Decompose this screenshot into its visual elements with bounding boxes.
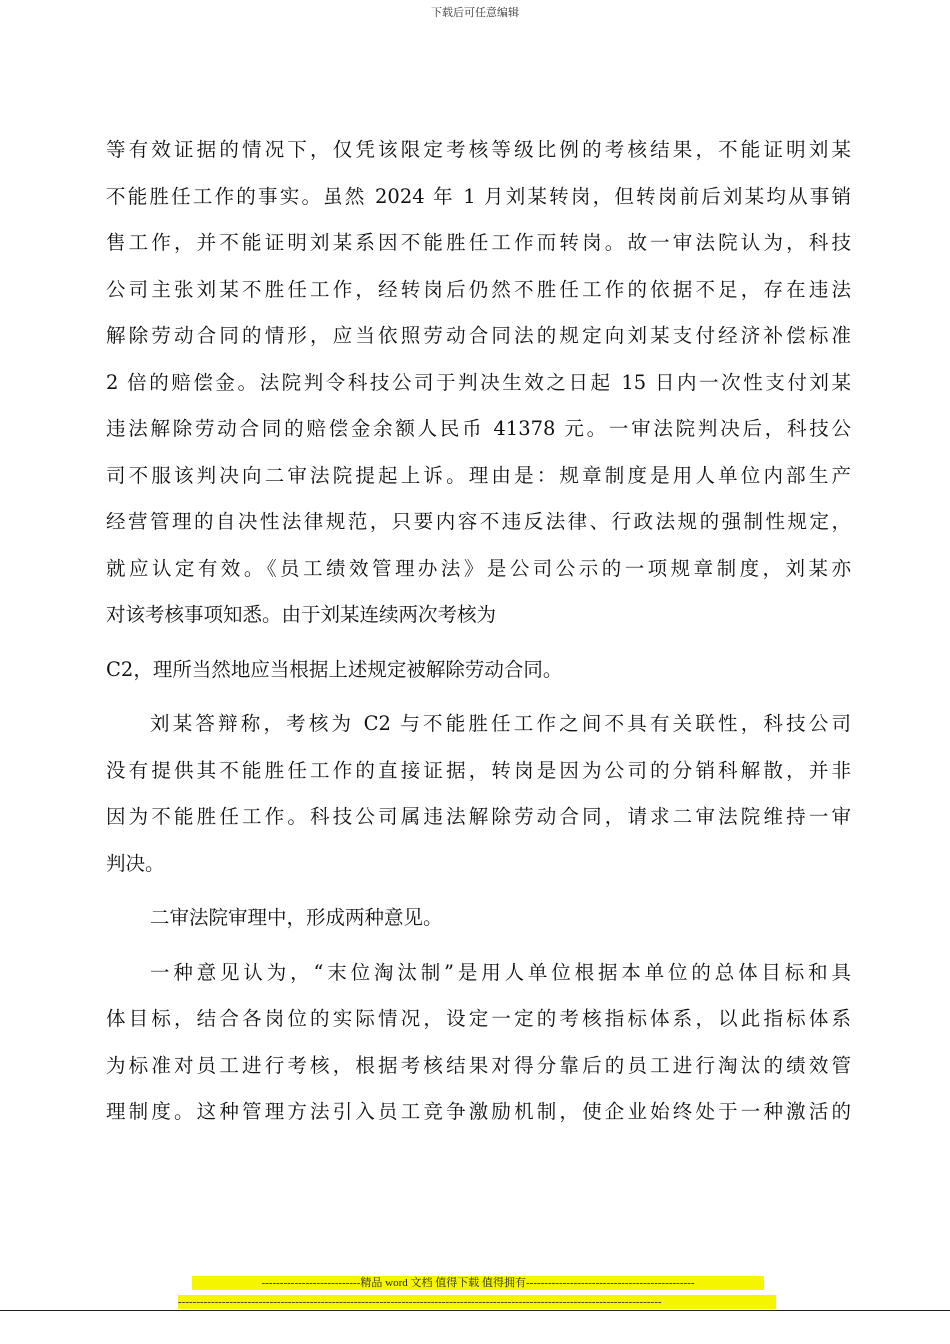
reply-line-2: 没有提供其不能胜任工作的直接证据，转岗是因为公司的分销科解散，并非 bbox=[106, 758, 851, 782]
body-line-12: C2，理所当然地应当根据上述规定被解除劳动合同。 bbox=[106, 657, 563, 681]
reply-line-1: 刘某答辩称，考核为 C2 与不能胜任工作之间不具有关联性，科技公司 bbox=[150, 712, 851, 735]
body-line-5: 解除劳动合同的情形，应当依照劳动合同法的规定向刘某支付经济补偿标准 bbox=[106, 324, 851, 347]
body-line-2: 不能胜任工作的事实。虽然 2024 年 1 月刘某转岗，但转岗前后刘某均从事销 bbox=[106, 184, 851, 208]
opinion-line-4: 理制度。这种管理方法引入员工竞争激励机制，使企业始终处于一种激活的 bbox=[106, 1100, 851, 1123]
reply-line-4: 判决。 bbox=[106, 851, 165, 875]
body-line-10: 就应认定有效。《员工绩效管理办法》是公司公示的一项规章制度，刘某亦 bbox=[106, 556, 851, 580]
footer-rule bbox=[0, 1310, 950, 1311]
body-line-9: 经营管理的自决性法律规范，只要内容不违反法律、行政法规的强制性规定， bbox=[106, 510, 851, 533]
body-line-11: 对该考核事项知悉。由于刘某连续两次考核为 bbox=[106, 603, 497, 626]
body-line-4: 公司主张刘某不胜任工作，经转岗后仍然不胜任工作的依据不足，存在违法 bbox=[106, 277, 851, 301]
page-header: 下载后可任意编辑 bbox=[431, 6, 519, 19]
body-line-7: 违法解除劳动合同的赔偿金余额人民币 41378 元。一审法院判决后，科技公 bbox=[106, 417, 851, 440]
body-line-3: 售工作，并不能证明刘某系因不能胜任工作而转岗。故一审法院认为，科技 bbox=[106, 231, 851, 254]
reply-line-3: 因为不能胜任工作。科技公司属违法解除劳动合同，请求二审法院维持一审 bbox=[106, 805, 851, 828]
body-line-6: 2 倍的赔偿金。法院判令科技公司于判决生效之日起 15 日内一次性支付刘某 bbox=[106, 370, 851, 394]
opinion-intro-line: 二审法院审理中，形成两种意见。 bbox=[150, 906, 443, 929]
opinion-line-2: 体目标，结合各岗位的实际情况，设定一定的考核指标体系，以此指标体系 bbox=[106, 1007, 851, 1030]
body-line-1: 等有效证据的情况下，仅凭该限定考核等级比例的考核结果，不能证明刘某 bbox=[106, 138, 851, 161]
opinion-line-1: 一种意见认为，“末位淘汰制”是用人单位根据本单位的总体目标和具 bbox=[150, 960, 851, 984]
footer-dash-line: ------------------------------------------------------------------------------------------------------------------------------------ bbox=[178, 1295, 776, 1309]
opinion-line-3: 为标准对员工进行考核，根据考核结果对得分靠后的员工进行淘汰的绩效管 bbox=[106, 1053, 851, 1077]
body-line-8: 司不服该判决向二审法院提起上诉。理由是：规章制度是用人单位内部生产 bbox=[106, 463, 851, 487]
footer-banner: ---------------------------精品 word 文档 值得下载 值得拥有---------------------------------------------- bbox=[192, 1276, 764, 1290]
document-body bbox=[106, 127, 851, 1136]
